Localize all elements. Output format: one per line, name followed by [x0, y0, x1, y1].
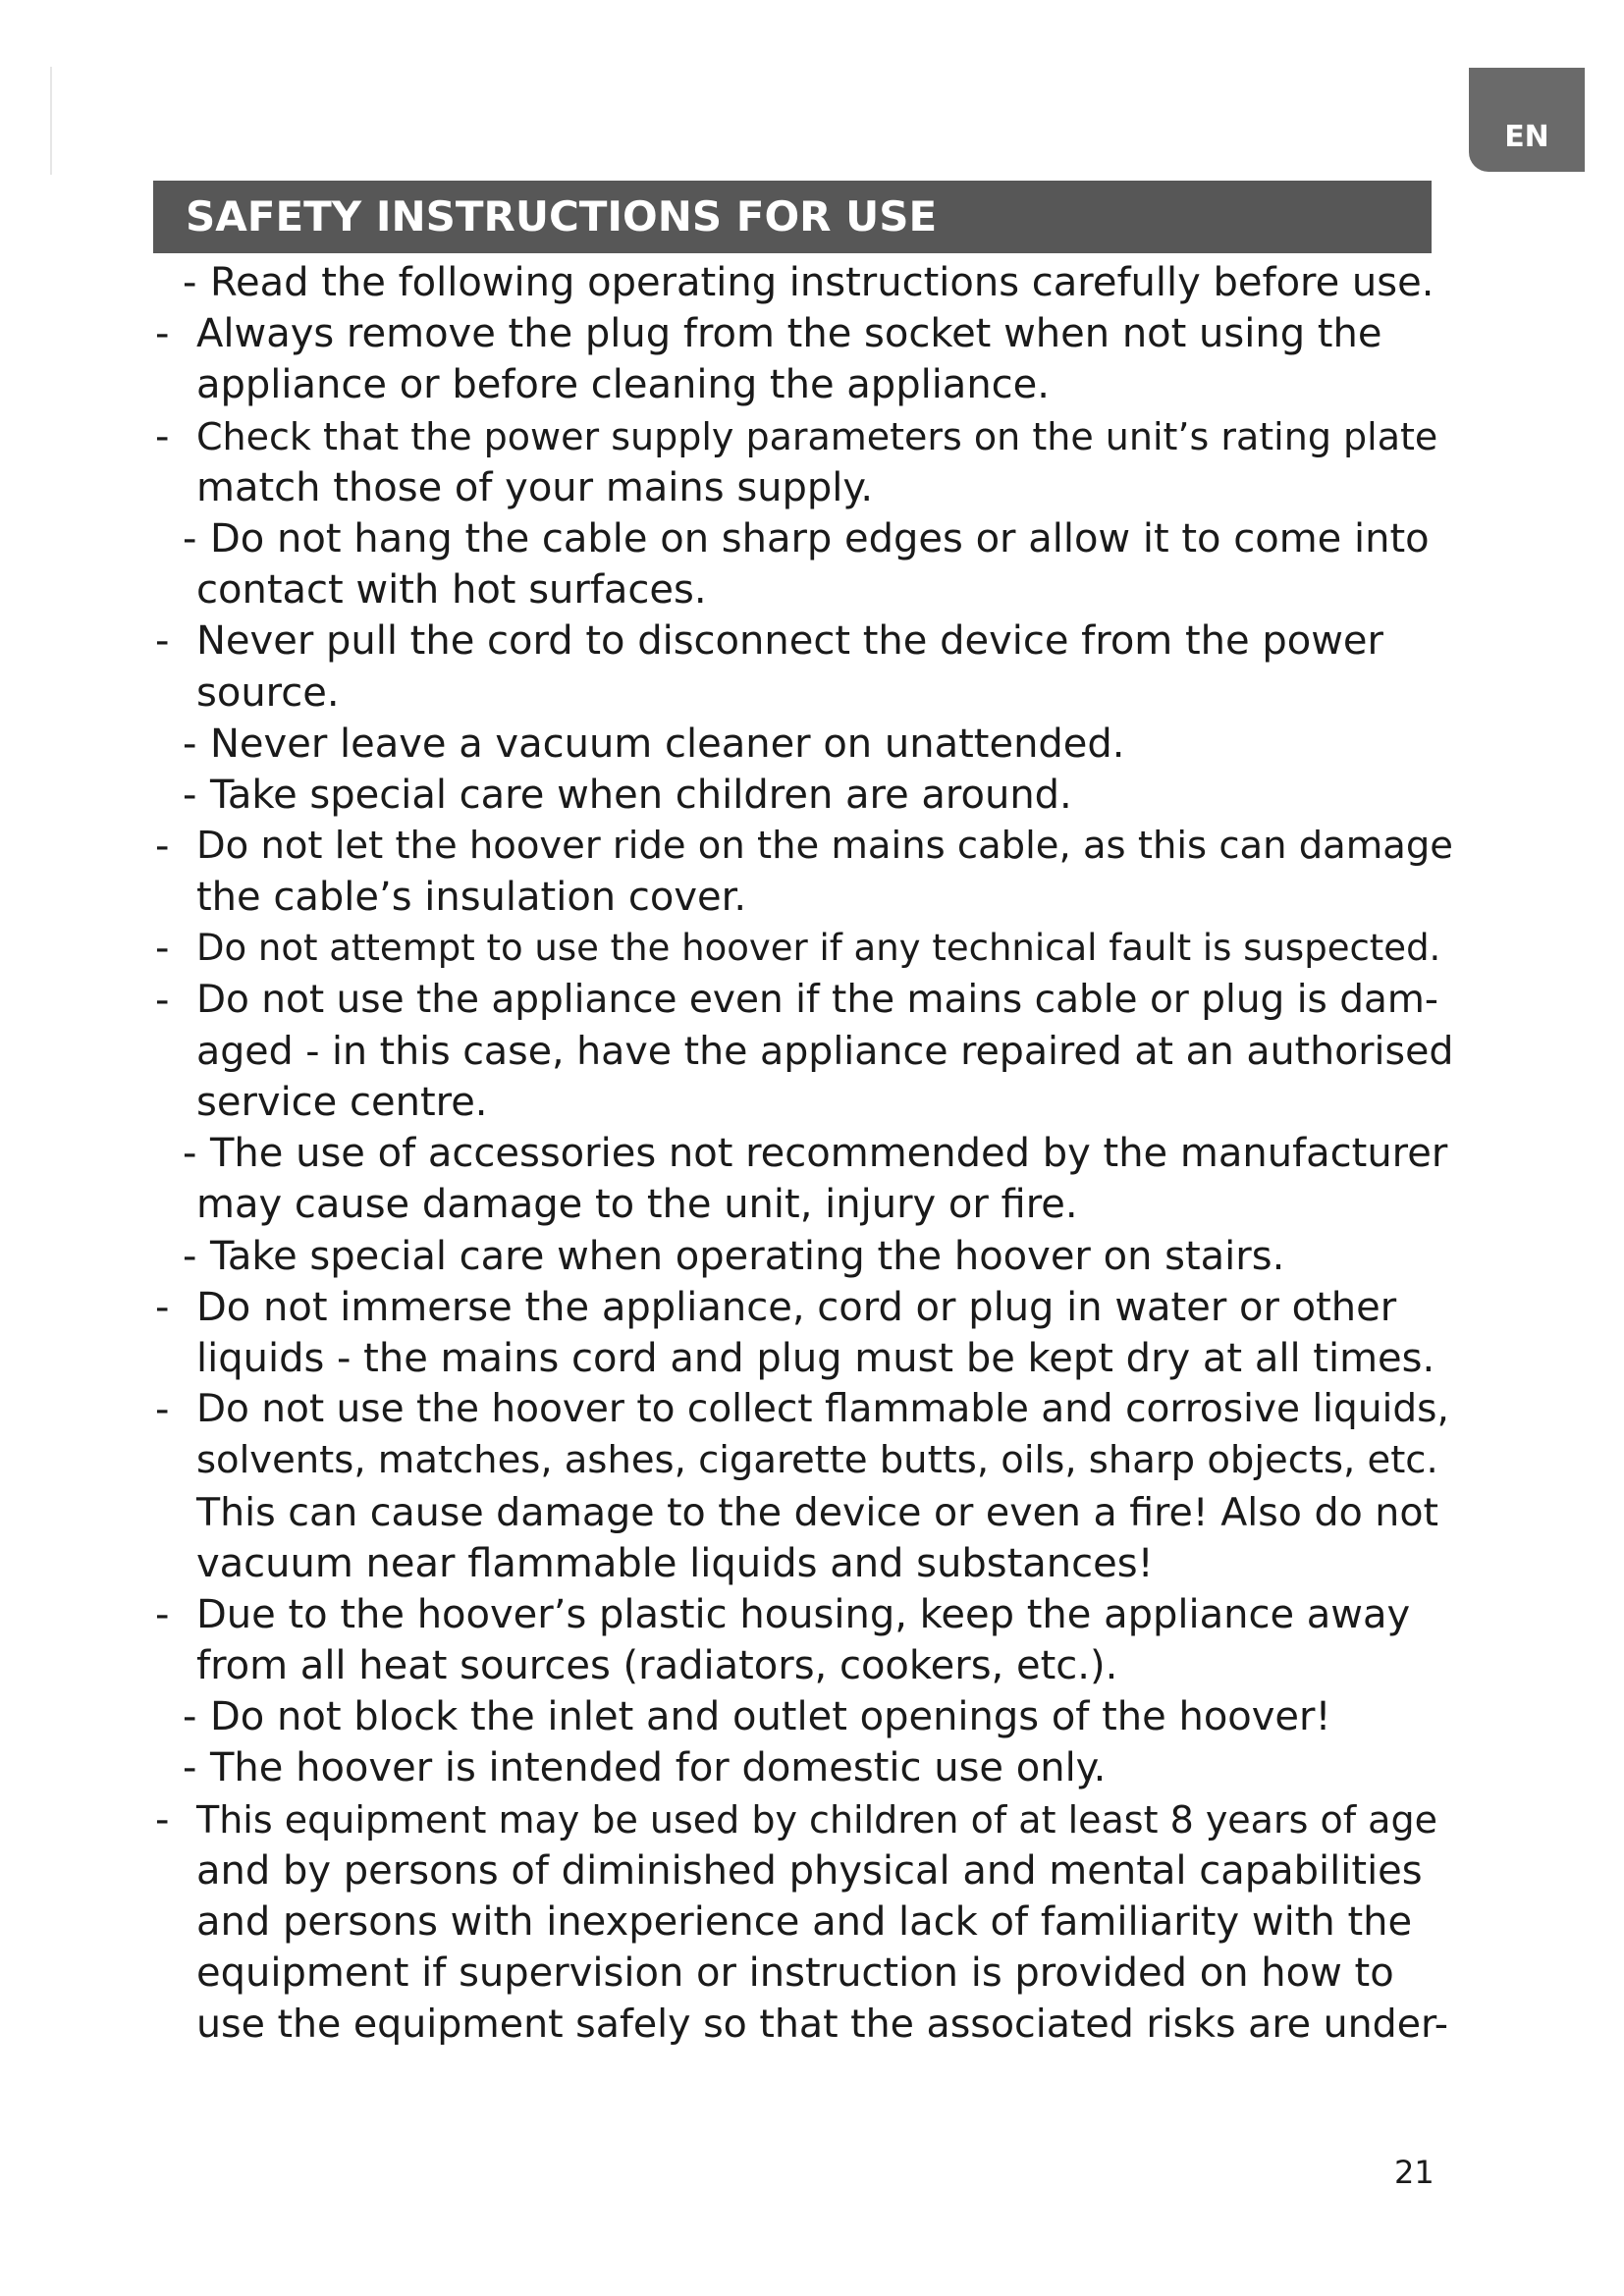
instruction-text: Do not use the hoover to collect flammable and corrosive liquids,	[196, 1387, 1449, 1432]
instruction-text: Do not attempt to use the hoover if any technical fault is suspected.	[196, 927, 1441, 970]
instruction-line	[0, 462, 1624, 513]
bullet-dash: -	[155, 413, 170, 459]
bullet-dash: -	[155, 977, 170, 1023]
instruction-line	[0, 308, 1624, 359]
language-tab: EN	[1469, 68, 1585, 172]
instruction-line	[0, 1026, 1624, 1077]
instruction-line	[0, 1845, 1624, 1896]
instruction-text: solvents, matches, ashes, cigarette butts, oils, sharp objects, etc.	[196, 1438, 1438, 1483]
bullet-dash: -	[183, 721, 197, 767]
instruction-line	[0, 359, 1624, 410]
instruction-text: from all heat sources (radiators, cookers, etc.).	[196, 1643, 1118, 1689]
bullet-dash: -	[183, 1694, 197, 1740]
instruction-line	[0, 975, 1624, 1026]
instruction-line	[0, 1231, 1624, 1282]
bullet-dash: -	[155, 618, 170, 665]
instruction-line	[0, 1691, 1624, 1742]
instruction-line	[0, 257, 1624, 308]
instruction-text: The use of accessories not recommended by the manufacturer	[210, 1131, 1448, 1177]
instruction-line	[0, 923, 1624, 974]
bullet-dash: -	[183, 515, 197, 561]
bullet-dash: -	[155, 926, 170, 972]
instruction-text: Never leave a vacuum cleaner on unattended.	[210, 721, 1125, 767]
instruction-text: This can cause damage to the device or even a fire! Also do not	[196, 1489, 1438, 1535]
instruction-line	[0, 411, 1624, 462]
instruction-text: This equipment may be used by children of at least 8 years of age	[196, 1797, 1437, 1842]
instruction-text: aged - in this case, have the appliance repaired at an authorised	[196, 1028, 1454, 1074]
bullet-dash: -	[155, 1387, 170, 1433]
instruction-text: source.	[196, 669, 340, 716]
instruction-text: vacuum near flammable liquids and substances!	[196, 1540, 1154, 1586]
page-number: 21	[1394, 2154, 1435, 2191]
instruction-line	[0, 1077, 1624, 1128]
instruction-line	[0, 1948, 1624, 1999]
instruction-text: The hoover is intended for domestic use only.	[210, 1745, 1107, 1791]
instruction-line	[0, 513, 1624, 564]
instruction-line	[0, 770, 1624, 821]
instruction-line	[0, 1538, 1624, 1589]
instruction-line	[0, 564, 1624, 615]
instruction-text: Never pull the cord to disconnect the device from the power	[196, 618, 1383, 665]
instruction-list	[0, 257, 1624, 2051]
instruction-text: Do not use the appliance even if the mains cable or plug is dam-	[196, 977, 1438, 1022]
bullet-dash: -	[155, 1796, 170, 1842]
instruction-line	[0, 1179, 1624, 1230]
instruction-line	[0, 1589, 1624, 1640]
instruction-text: Always remove the plug from the socket when not using the	[196, 311, 1382, 357]
instruction-line	[0, 1999, 1624, 2050]
instruction-line	[0, 1487, 1624, 1538]
instruction-line	[0, 1128, 1624, 1179]
instruction-text: Take special care when operating the hoover on stairs.	[210, 1233, 1285, 1279]
instruction-line	[0, 872, 1624, 923]
section-title: SAFETY INSTRUCTIONS FOR USE	[153, 181, 1432, 253]
instruction-line	[0, 1896, 1624, 1948]
instruction-text: Do not hang the cable on sharp edges or allow it to come into	[210, 515, 1430, 561]
instruction-line	[0, 1384, 1624, 1435]
bullet-dash: -	[155, 1284, 170, 1330]
instruction-text: use the equipment safely so that the associated risks are under-	[196, 2002, 1449, 2048]
instruction-line	[0, 1435, 1624, 1486]
bullet-dash: -	[183, 1745, 197, 1791]
instruction-text: Due to the hoover’s plastic housing, keep the appliance away	[196, 1591, 1411, 1637]
instruction-line	[0, 719, 1624, 770]
instruction-text: Do not block the inlet and outlet openings of the hoover!	[210, 1694, 1331, 1740]
instruction-line	[0, 1640, 1624, 1691]
instruction-text: equipment if supervision or instruction is provided on how to	[196, 1950, 1394, 1997]
instruction-line	[0, 1333, 1624, 1384]
instruction-text: Take special care when children are around.	[210, 772, 1072, 818]
instruction-text: service centre.	[196, 1080, 488, 1125]
instruction-text: appliance or before cleaning the appliance.	[196, 362, 1050, 408]
instruction-line	[0, 667, 1624, 719]
instruction-line	[0, 1282, 1624, 1333]
instruction-line	[0, 1742, 1624, 1793]
bullet-dash: -	[183, 772, 197, 818]
instruction-text: match those of your mains supply.	[196, 464, 874, 510]
bullet-dash: -	[183, 260, 197, 305]
bullet-dash: -	[183, 1233, 197, 1279]
instruction-text: the cable’s insulation cover.	[196, 875, 747, 921]
bullet-dash: -	[155, 824, 170, 870]
bullet-dash: -	[155, 1591, 170, 1637]
margin-rule	[50, 67, 52, 175]
instruction-text: Do not immerse the appliance, cord or plug in water or other	[196, 1284, 1397, 1330]
instruction-line	[0, 615, 1624, 667]
instruction-text: Do not let the hoover ride on the mains cable, as this can damage	[196, 824, 1453, 869]
bullet-dash: -	[183, 1131, 197, 1177]
instruction-text: may cause damage to the unit, injury or fire.	[196, 1182, 1078, 1228]
instruction-text: and by persons of diminished physical and mental capabilities	[196, 1847, 1423, 1894]
instruction-text: Read the following operating instructions carefully before use.	[210, 260, 1435, 305]
instruction-line	[0, 821, 1624, 872]
instruction-line	[0, 1794, 1624, 1845]
instruction-text: Check that the power supply parameters on the unit’s rating plate	[196, 414, 1438, 458]
instruction-text: liquids - the mains cord and plug must be kept dry at all times.	[196, 1335, 1435, 1381]
instruction-text: contact with hot surfaces.	[196, 567, 707, 614]
instruction-text: and persons with inexperience and lack of familiarity with the	[196, 1899, 1413, 1945]
bullet-dash: -	[155, 311, 170, 357]
